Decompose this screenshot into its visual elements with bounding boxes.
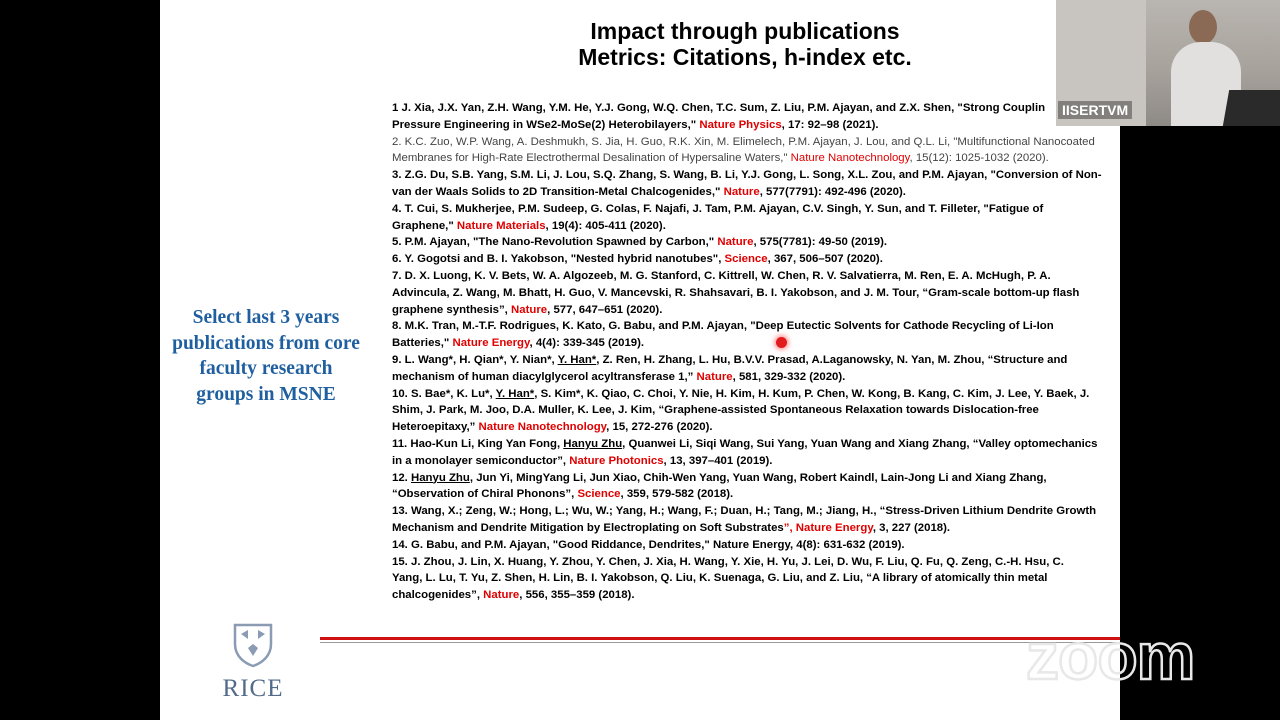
reference-text: , 13, 397–401 (2019).: [663, 454, 773, 467]
reference-text: mechanism of human diacylglycerol acyltransferase 1,”: [392, 370, 697, 383]
journal-name: ”, Nature Energy: [783, 521, 873, 534]
reference-line: [392, 318, 1112, 335]
journal-name: Science: [724, 253, 768, 266]
reference-text: , 4(4): 339-345 (2019).: [529, 337, 645, 350]
journal-name: Nature Photonics: [569, 454, 664, 467]
reference-line: [392, 436, 1112, 453]
reference-text: “Observation of Chiral Phonons”,: [392, 488, 578, 501]
reference-text: Yang, L. Lu, T. Yu, Z. Shen, H. Lin, B. I. Yakobson, Q. Liu, K. Suenaga, G. Liu, and Z. Liu, “A library of atomically thin metal: [392, 572, 1048, 585]
reference-text: 8. M.K. Tran, M.-T.F. Rodrigues, K. Kato, G. Babu, and P.M. Ajayan, "Deep Eutectic Solvents for Cathode Recycling of Li-Ion: [392, 320, 1054, 333]
reference-text: 11. Hao-Kun Li, King Yan Fong,: [392, 437, 564, 450]
side-note: Select last 3 years publications from core faculty research groups in MSNE: [172, 307, 360, 405]
journal-name: Science: [577, 488, 621, 501]
reference-text: graphene synthesis”,: [392, 303, 512, 316]
reference-text: 9. L. Wang*, H. Qian*, Y. Nian*,: [392, 353, 558, 366]
reference-text: , Z. Ren, H. Zhang, L. Hu, B.V.V. Prasad, A.Laganowsky, N. Yan, M. Zhou, “Structure and: [596, 353, 1068, 366]
reference-list: [392, 100, 1112, 604]
reference-text: 2. K.C. Zuo, W.P. Wang, A. Deshmukh, S. Jia, H. Guo, R.K. Xin, M. Elimelech, P.M. Ajayan, J. Lou, and Q.L. Li, "Multifunctional Nanocoated: [392, 135, 1095, 148]
presentation-slide: [160, 0, 1120, 720]
reference-line: [392, 520, 1112, 537]
reference-text: 7. D. X. Luong, K. V. Bets, W. A. Algozeeb, M. G. Stanford, C. Kittrell, W. Chen, R. V. Salvatierra, M. Ren, E. A. McHugh, P. A.: [392, 269, 1051, 282]
reference-text: van der Waals Solids to 2D Transition-Metal Chalcogenides,": [392, 185, 724, 198]
reference-line: [392, 587, 1112, 604]
reference-text: Batteries,": [392, 337, 453, 350]
laser-pointer-dot: [776, 337, 787, 348]
reference-line: [392, 201, 1112, 218]
shield-icon: [232, 622, 274, 668]
reference-text: 4. T. Cui, S. Mukherjee, P.M. Sudeep, G. Colas, F. Najafi, J. Tam, P.M. Ajayan, C.V. Singh, Y. Sun, and T. Filleter, "Fatigue of: [392, 202, 1044, 215]
reference-line: [392, 268, 1112, 285]
reference-line: [392, 554, 1112, 571]
reference-text: Pressure Engineering in WSe2-MoSe(2) Heterobilayers,": [392, 118, 700, 131]
reference-text: 14. G. Babu, and P.M. Ajayan, "Good Riddance, Dendrites," Nature Energy, 4(8): 631-632 (2019).: [392, 538, 905, 551]
reference-text: 3. Z.G. Du, S.B. Yang, S.M. Li, J. Lou, S.Q. Zhang, S. Wang, B. Li, Y.J. Gong, L. Song, X.L. Zou, and P.M. Ajayan, "Conversion of Non-: [392, 169, 1102, 182]
webcam-name-label: IISERTVM: [1058, 101, 1132, 119]
highlighted-author: Hanyu Zhu: [411, 471, 470, 484]
reference-text: , 577(7791): 492-496 (2020).: [759, 185, 906, 198]
reference-line: [392, 419, 1112, 436]
reference-line: [392, 503, 1112, 520]
journal-name: Nature: [723, 185, 760, 198]
rice-logo-text: RICE: [222, 675, 284, 702]
journal-name: Nature: [511, 303, 548, 316]
reference-text: , 19(4): 405-411 (2020).: [545, 219, 666, 232]
reference-line: [392, 352, 1112, 369]
reference-line: [392, 470, 1112, 487]
grey-divider: [320, 642, 1120, 643]
slide-title: [500, 18, 990, 70]
reference-text: 10. S. Bae*, K. Lu*,: [392, 387, 496, 400]
journal-name: Nature: [717, 236, 754, 249]
reference-line: [392, 386, 1112, 403]
reference-text: , 581, 329-332 (2020).: [732, 370, 846, 383]
reference-line: [392, 100, 1112, 117]
reference-line: [392, 167, 1112, 184]
reference-text: 6. Y. Gogotsi and B. I. Yakobson, "Nested hybrid nanotubes",: [392, 253, 725, 266]
reference-line: [392, 369, 1112, 386]
zoom-watermark: zoom: [1026, 619, 1195, 693]
reference-text: , Jun Yi, MingYang Li, Jun Xiao, Chih-Wen Yang, Yuan Wang, Robert Kaindl, Lain-Jong Li and Xiang Zhang,: [469, 471, 1047, 484]
reference-text: , 359, 579-582 (2018).: [620, 488, 734, 501]
reference-text: chalcogenides”,: [392, 589, 484, 602]
reference-text: , 367, 506–507 (2020).: [767, 253, 883, 266]
reference-line: [392, 570, 1112, 587]
reference-text: 15. J. Zhou, J. Lin, X. Huang, Y. Zhou, Y. Chen, J. Xia, H. Wang, Y. Xie, H. Yu, J. Lei, D. Wu, F. Liu, Q. Fu, Q. Zeng, C.-H. Hsu, C.: [392, 555, 1064, 568]
reference-line: [392, 302, 1112, 319]
slide-title-line-1: Impact through publications: [590, 18, 900, 44]
journal-name: Nature Physics: [699, 118, 782, 131]
reference-text: , 3, 227 (2018).: [872, 521, 951, 534]
reference-line: [392, 251, 1112, 268]
reference-text: 12.: [392, 471, 411, 484]
reference-text: , 556, 355–359 (2018).: [519, 589, 635, 602]
reference-text: in a monolayer semiconductor”,: [392, 454, 570, 467]
journal-name: Nature Energy: [452, 337, 530, 350]
reference-line: [392, 117, 1112, 134]
reference-line: [392, 234, 1112, 251]
journal-name: Nature: [696, 370, 733, 383]
reference-line: [392, 335, 1112, 352]
reference-text: , 17: 92–98 (2021).: [781, 118, 879, 131]
reference-text: Heteroepitaxy,”: [392, 421, 479, 434]
reference-text: Graphene,": [392, 219, 457, 232]
reference-line: [392, 150, 1112, 167]
reference-text: , 577, 647–651 (2020).: [547, 303, 663, 316]
reference-text: , Quanwei Li, Siqi Wang, Sui Yang, Yuan Wang and Xiang Zhang, “Valley optomechanics: [622, 437, 1098, 450]
journal-name: Nature Nanotechnology: [478, 421, 607, 434]
speaker-head: [1189, 10, 1217, 44]
highlighted-author: Y. Han*: [495, 387, 535, 400]
laptop-screen: [1223, 90, 1280, 126]
reference-line: [392, 453, 1112, 470]
reference-text: , S. Kim*, K. Qiao, C. Choi, Y. Nie, H. Kim, H. Kum, P. Chen, W. Kong, B. Kang, C. Kim, J. Lee, Y. Baek, J.: [534, 387, 1090, 400]
reference-text: 5. P.M. Ajayan, "The Nano-Revolution Spawned by Carbon,": [392, 236, 718, 249]
reference-text: Shim, J. Park, M. Joo, D.A. Muller, K. Lee, J. Kim, “Graphene-assisted Spontaneous Relaxation towards Dislocation-free: [392, 404, 1039, 417]
reference-line: [392, 218, 1112, 235]
reference-text: 1 J. Xia, J.X. Yan, Z.H. Wang, Y.M. He, Y.J. Gong, W.Q. Chen, T.C. Sum, Z. Liu, P.M. Ajayan, and Z.X. Shen, "Strong Couplin: [392, 102, 1046, 114]
reference-line: [392, 184, 1112, 201]
reference-text: , 15, 272-276 (2020).: [606, 421, 713, 434]
red-divider: [320, 637, 1120, 640]
reference-text: 13. Wang, X.; Zeng, W.; Hong, L.; Wu, W.; Yang, H.; Wang, F.; Duan, H.; Tang, M.; Jiang, H., “Stress-Driven Lithium Dendrite Growth: [392, 505, 1097, 518]
reference-line: [392, 285, 1112, 302]
reference-text: , 575(7781): 49-50 (2019).: [753, 236, 888, 249]
reference-text: , 15(12): 1025-1032 (2020).: [909, 152, 1049, 165]
reference-text: Advincula, Z. Wang, M. Bhatt, H. Guo, V. Mancevski, R. Shahsavari, B. I. Yakobson, and J. M. Tour, “Gram-scale bottom-up flash: [392, 286, 1080, 299]
reference-text: Mechanism and Dendrite Mitigation by Electroplating on Soft Substrates: [392, 521, 784, 534]
journal-name: Nature: [483, 589, 520, 602]
reference-line: [392, 134, 1112, 151]
highlighted-author: Hanyu Zhu: [563, 437, 623, 450]
journal-name: Nature Nanotechnology: [790, 152, 910, 165]
highlighted-author: Y. Han*: [557, 353, 597, 366]
rice-logo: [218, 622, 288, 704]
journal-name: Nature Materials: [456, 219, 546, 232]
reference-line: [392, 537, 1112, 554]
slide-title-line-2: Metrics: Citations, h-index etc.: [578, 44, 912, 70]
reference-line: [392, 486, 1112, 503]
reference-text: Membranes for High-Rate Electrothermal Desalination of Hypersaline Waters,": [392, 152, 791, 165]
reference-line: [392, 402, 1112, 419]
